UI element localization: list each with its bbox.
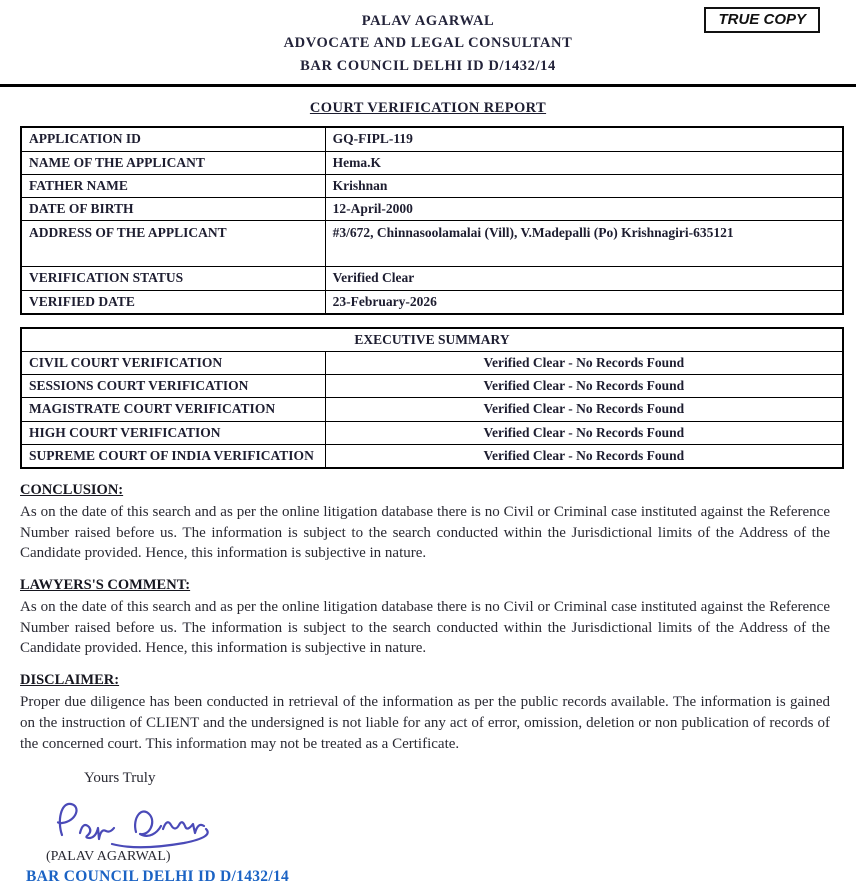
bar-council-line: BAR COUNCIL DELHI ID D/1432/14: [26, 868, 290, 886]
report-body: [20, 126, 844, 886]
advocate-bar-id: BAR COUNCIL DELHI ID D/1432/14: [300, 57, 556, 74]
detail-label: VERIFICATION STATUS: [21, 267, 325, 290]
detail-value: 23-February-2026: [325, 290, 843, 314]
table-row: [21, 221, 843, 267]
table-row: [21, 351, 843, 374]
verification-label: CIVIL COURT VERIFICATION: [21, 351, 325, 374]
section-lawyers-comment: [20, 577, 844, 659]
detail-value: #3/672, Chinnasoolamalai (Vill), V.Madepalli (Po) Krishnagiri-635121: [325, 221, 843, 267]
signature-icon: [48, 791, 228, 849]
detail-label: DATE OF BIRTH: [21, 198, 325, 221]
executive-summary-title: EXECUTIVE SUMMARY: [21, 328, 843, 352]
closing-text: Yours Truly: [84, 770, 156, 787]
verification-result: Verified Clear - No Records Found: [325, 351, 843, 374]
signature-scribble: [48, 791, 844, 849]
verification-label: HIGH COURT VERIFICATION: [21, 421, 325, 444]
signatory-name: (PALAV AGARWAL): [46, 849, 171, 865]
advocate-designation: ADVOCATE AND LEGAL CONSULTANT: [283, 35, 573, 52]
verification-label: SUPREME COURT OF INDIA VERIFICATION: [21, 444, 325, 468]
table-row: [21, 398, 843, 421]
table-row: [21, 290, 843, 314]
detail-label: ADDRESS OF THE APPLICANT: [21, 221, 325, 267]
detail-value: Verified Clear: [325, 267, 843, 290]
table-header-row: [21, 328, 843, 352]
section-body: As on the date of this search and as per the online litigation database there is no Civil or Criminal case instituted against the Reference Number raised before us. The information is subject to the search conducted within the Jurisdictional limits of the Address of the Candidate provided. Hence, this information is subjective in nature.: [20, 599, 830, 657]
table-row: [21, 127, 843, 151]
table-row: [21, 267, 843, 290]
table-row: [21, 421, 843, 444]
detail-value: Hema.K: [325, 151, 843, 174]
header-divider: [0, 84, 856, 87]
table-row: [21, 444, 843, 468]
verification-label: MAGISTRATE COURT VERIFICATION: [21, 398, 325, 421]
section-body: Proper due diligence has been conducted in retrieval of the information as per the public records available. The information is gained on the instruction of CLIENT and the undersigned is not liable for any act of error, omission, deletion or non publication of records of the concerned court. This information may not be treated as a Certificate.: [20, 694, 830, 752]
section-disclaimer: [20, 672, 844, 754]
table-row: [21, 375, 843, 398]
detail-label: APPLICATION ID: [21, 127, 325, 151]
executive-summary-table: [20, 327, 844, 469]
detail-label: VERIFIED DATE: [21, 290, 325, 314]
detail-value: Krishnan: [325, 174, 843, 197]
detail-value: 12-April-2000: [325, 198, 843, 221]
advocate-name: PALAV AGARWAL: [361, 13, 495, 29]
section-body: As on the date of this search and as per the online litigation database there is no Civil or Criminal case instituted against the Reference Number raised before us. The information is subject to the search conducted within the Jurisdictional limits of the Address of the Candidate provided. Hence, this information is subjective in nature.: [20, 504, 830, 562]
verification-result: Verified Clear - No Records Found: [325, 375, 843, 398]
verification-result: Verified Clear - No Records Found: [325, 444, 843, 468]
table-row: [21, 151, 843, 174]
verification-label: SESSIONS COURT VERIFICATION: [21, 375, 325, 398]
table-row: [21, 174, 843, 197]
verification-result: Verified Clear - No Records Found: [325, 398, 843, 421]
detail-label: NAME OF THE APPLICANT: [21, 151, 325, 174]
section-conclusion: [20, 482, 844, 564]
detail-label: FATHER NAME: [21, 174, 325, 197]
true-copy-stamp: TRUE COPY: [704, 7, 820, 33]
table-row: [21, 198, 843, 221]
applicant-details-table: [20, 126, 844, 314]
detail-value: GQ-FIPL-119: [325, 127, 843, 151]
section-heading: DISCLAIMER:: [20, 672, 120, 689]
section-heading: CONCLUSION:: [20, 482, 124, 499]
report-title: COURT VERIFICATION REPORT: [309, 100, 547, 117]
section-heading: LAWYERS'S COMMENT:: [20, 577, 191, 594]
verification-result: Verified Clear - No Records Found: [325, 421, 843, 444]
